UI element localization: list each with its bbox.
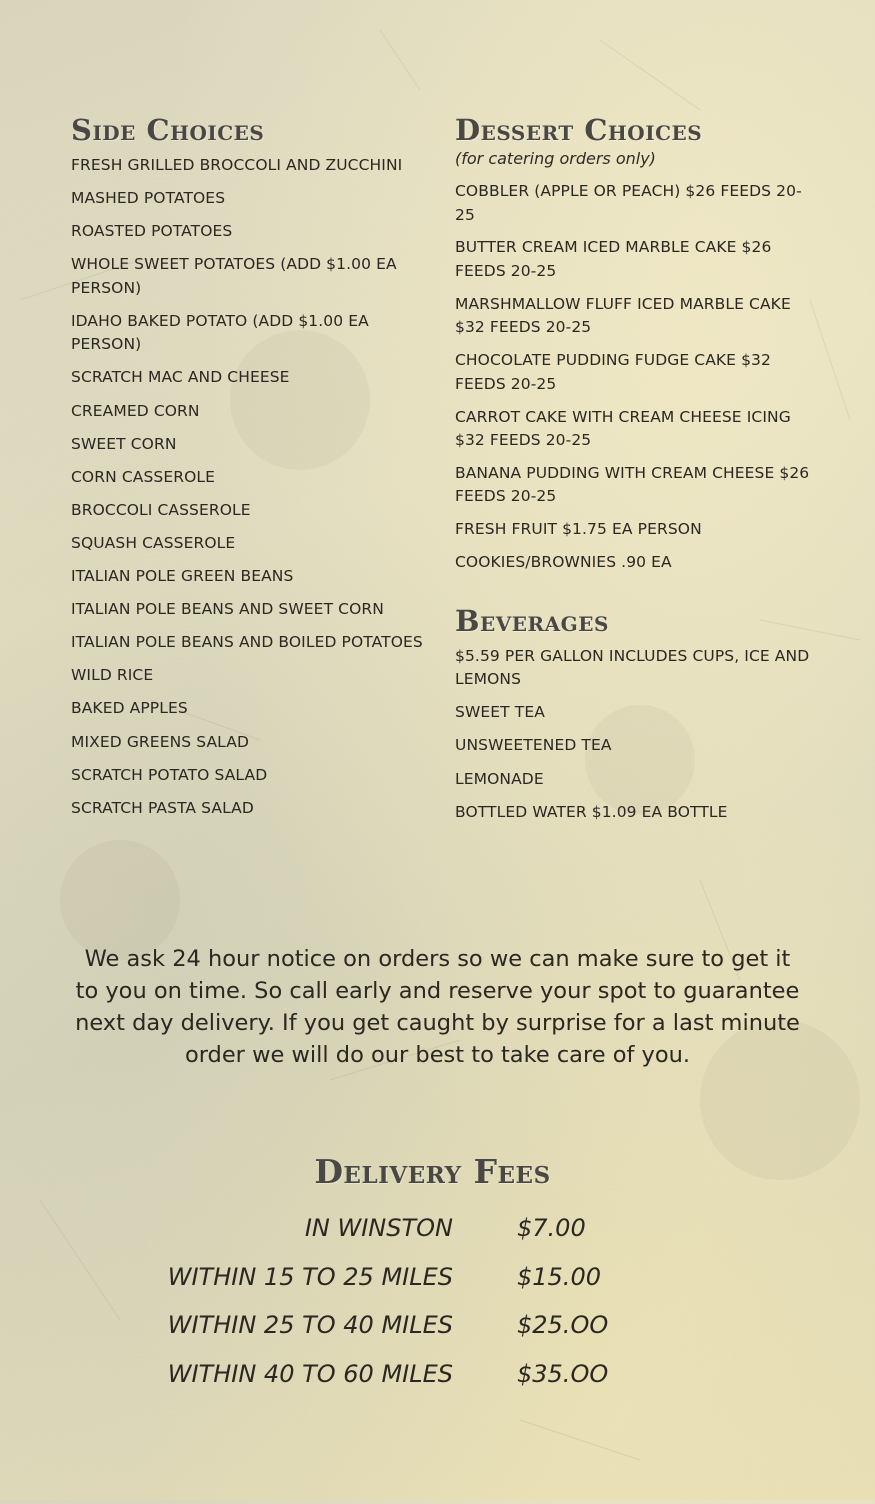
list-item: BROCCOLI CASSEROLE: [71, 500, 251, 519]
fee-row: [0, 1350, 875, 1399]
dessert-choices-list: [455, 180, 810, 575]
list-item: COBBLER (APPLE OR PEACH) $26 FEEDS 20-25: [455, 182, 802, 224]
list-item: BAKED APPLES: [71, 699, 188, 718]
list-item: CARROT CAKE WITH CREAM CHEESE ICING $32 FEEDS 20-25: [455, 407, 791, 450]
dessert-choices-heading: Dessert Choices: [455, 113, 703, 147]
dessert-catering-note: (for catering orders only): [455, 149, 656, 168]
list-item: IDAHO BAKED POTATO (ADD $1.00 EA PERSON): [71, 311, 369, 354]
list-item: MARSHMALLOW FLUFF ICED MARBLE CAKE $32 FEEDS 20-25: [455, 294, 791, 337]
list-item: FRESH FRUIT $1.75 EA PERSON: [455, 520, 702, 539]
fee-price: $25.OO: [517, 1311, 609, 1340]
list-item: LEMONADE: [455, 769, 544, 788]
list-item: BOTTLED WATER $1.09 EA BOTTLE: [455, 802, 728, 821]
dessert-choices-section: [455, 112, 810, 575]
list-item: UNSWEETENED TEA: [455, 736, 612, 755]
list-item: ITALIAN POLE GREEN BEANS: [71, 567, 294, 586]
side-choices-list: [71, 154, 431, 820]
fee-row: [0, 1301, 875, 1350]
list-item: SQUASH CASSEROLE: [71, 533, 236, 552]
dessert-and-beverage-column: [455, 112, 810, 834]
beverages-section: [455, 603, 810, 824]
beverages-list: [455, 645, 810, 824]
list-item: SCRATCH POTATO SALAD: [71, 765, 268, 784]
list-item: CORN CASSEROLE: [71, 467, 216, 486]
list-item: BUTTER CREAM ICED MARBLE CAKE $26 FEEDS 20-25: [455, 238, 772, 280]
order-notice-paragraph: We ask 24 hour notice on orders so we can make sure to get it to you on time. So call early and reserve your spot to guarantee next day delivery. If you get caught by surprise for a last minute order we will do our best to take care of you.: [75, 945, 800, 1068]
list-item: MASHED POTATOES: [71, 189, 226, 208]
delivery-fees-heading: Delivery Fees: [314, 1152, 551, 1191]
list-item: FRESH GRILLED BROCCOLI AND ZUCCHINI: [71, 156, 403, 174]
list-item: BANANA PUDDING WITH CREAM CHEESE $26 FEEDS 20-25: [455, 463, 810, 506]
list-item: WILD RICE: [71, 666, 154, 685]
fee-price: $15.00: [517, 1262, 601, 1291]
fee-zone-label: WITHIN 25 TO 40 MILES: [167, 1311, 453, 1340]
list-item: MIXED GREENS SALAD: [71, 732, 250, 751]
list-item: CREAMED CORN: [71, 401, 200, 420]
delivery-fees-table: [0, 1204, 875, 1398]
list-item: ITALIAN POLE BEANS AND SWEET CORN: [71, 600, 384, 619]
fee-row: [0, 1204, 875, 1253]
fee-price: $35.OO: [517, 1359, 609, 1388]
list-item: COOKIES/BROWNIES .90 EA: [455, 553, 672, 572]
list-item: WHOLE SWEET POTATOES (ADD $1.00 EA PERSON): [71, 255, 397, 297]
list-item: SWEET TEA: [455, 703, 545, 722]
beverages-heading: Beverages: [455, 603, 609, 638]
list-item: ROASTED POTATOES: [71, 222, 233, 241]
side-choices-heading: Side Choices: [71, 113, 265, 147]
list-item: SCRATCH MAC AND CHEESE: [71, 368, 290, 387]
fee-zone-label: WITHIN 40 TO 60 MILES: [167, 1359, 453, 1388]
fee-zone-label: IN WINSTON: [304, 1214, 453, 1243]
fee-row: [0, 1253, 875, 1302]
fee-price: $7.00: [517, 1214, 586, 1243]
delivery-fees-section: [0, 1150, 875, 1398]
list-item: ITALIAN POLE BEANS AND BOILED POTATOES: [71, 633, 423, 652]
list-item: SCRATCH PASTA SALAD: [71, 798, 254, 817]
list-item: $5.59 PER GALLON INCLUDES CUPS, ICE AND LEMONS: [455, 646, 810, 689]
list-item: CHOCOLATE PUDDING FUDGE CAKE $32 FEEDS 20-25: [455, 351, 771, 393]
side-choices-section: [71, 112, 431, 830]
list-item: SWEET CORN: [71, 434, 177, 453]
fee-zone-label: WITHIN 15 TO 25 MILES: [167, 1262, 453, 1291]
